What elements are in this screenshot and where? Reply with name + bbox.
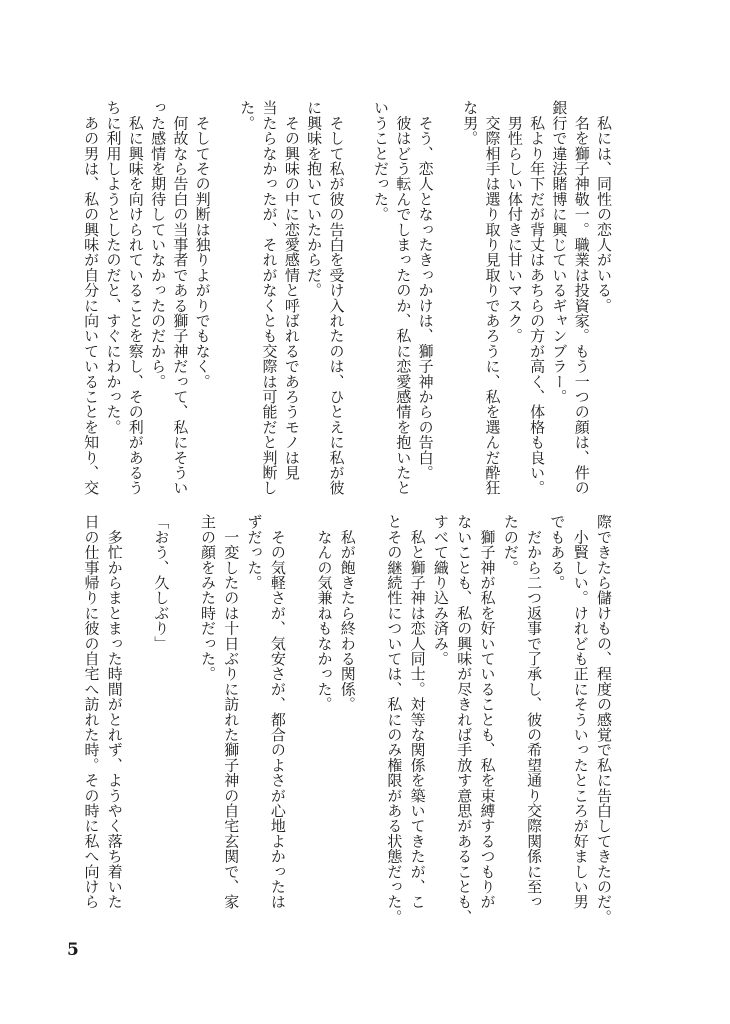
text-column: 名を獅子神敬一。職業は投資家。もう一つの顔は、件の bbox=[572, 100, 591, 496]
text-column: った感情を期待していなかったのだから。 bbox=[149, 100, 168, 389]
text-column: な男。 bbox=[461, 100, 480, 146]
text-column bbox=[437, 100, 459, 500]
text-column: 私と獅子神は恋人同士。対等な関係を築いてきたが、こ bbox=[408, 514, 427, 910]
text-column: あの男は、私の興味が自分に向いていることを知り、交 bbox=[82, 100, 101, 496]
text-column: 私には、同性の恋人がいる。 bbox=[595, 100, 613, 313]
text-column: 日の仕事帰りに彼の自宅へ訪れた時。その時に私へ向けら bbox=[82, 514, 101, 910]
text-column: ちに利用しようとしたのだと、すぐにわかった。 bbox=[104, 100, 123, 435]
text-column: 「おう、久しぶり」 bbox=[152, 514, 171, 651]
text-column: たのだ。 bbox=[501, 514, 520, 575]
text-column: 一変したのは十日ぶりに訪れた獅子神の自宅玄関で、家 bbox=[222, 514, 241, 910]
text-column: に興味を抱いていたからだ。 bbox=[305, 100, 324, 298]
text-column: 際できたら儲けもの、程度の感覚で私に告白してきたのだ。 bbox=[595, 514, 613, 925]
text-column: ないことも、私の興味が尽きれば手放す意思があることも、 bbox=[455, 514, 474, 925]
text-column: いうことだった。 bbox=[372, 100, 391, 222]
text-column: とその継続性については、私にのみ権限がある状態だった。 bbox=[385, 514, 404, 925]
text-column: 主の顔をみた時だった。 bbox=[198, 514, 217, 682]
text-column bbox=[289, 514, 312, 914]
text-column: 銀行で違法賭博に興じているギャンブラー。 bbox=[550, 100, 569, 404]
text-column: 私に興味を向けられていることを察し、その利があるう bbox=[126, 100, 145, 496]
text-column bbox=[172, 514, 195, 914]
text-column bbox=[126, 514, 149, 914]
text-column: た。 bbox=[238, 100, 257, 131]
text-column: だから二つ返事で了承し、彼の希望通り交際関係に至っ bbox=[525, 514, 544, 910]
text-column: なんの気兼ねもなかった。 bbox=[315, 514, 334, 712]
text-column: ずだった。 bbox=[245, 514, 264, 590]
text-column: 私が飽きたら終わる関係。 bbox=[338, 514, 357, 712]
text-column: すべて織り込み済み。 bbox=[431, 514, 450, 666]
text-column: 当たらなかったが、それがなくとも交際は可能だと判断し bbox=[260, 100, 279, 496]
text-column: 私より年下だが背丈はあちらの方が高く、体格も良い。 bbox=[528, 100, 547, 496]
lower-text-block bbox=[79, 514, 615, 925]
text-column: 小賢しい。けれども正にそういったところが好ましい男 bbox=[571, 514, 590, 910]
text-column bbox=[359, 514, 382, 914]
text-column: 交際相手は選り取り見取りであろうに、私を選んだ酔狂 bbox=[483, 100, 502, 496]
text-column: 彼はどう転んでしまったのか、私に恋愛感情を抱いたと bbox=[394, 100, 413, 496]
text-column: そう、恋人となったきっかけは、獅子神からの告白。 bbox=[416, 100, 435, 480]
text-column: 男性らしい体付きに甘いマスク。 bbox=[505, 100, 524, 344]
upper-text-block bbox=[80, 100, 615, 500]
text-column: その興味の中に恋愛感情と呼ばれるであろうモノは見 bbox=[282, 100, 301, 480]
text-column: でもある。 bbox=[548, 514, 567, 590]
text-column: 多忙からまとまった時間がとれず、ようやく落ち着いた bbox=[105, 514, 124, 910]
text-column: そして私が彼の告白を受け入れたのは、ひとえに私が彼 bbox=[327, 100, 346, 496]
text-column: その気軽さが、気安さが、都合のよさが心地よかったは bbox=[268, 514, 287, 910]
text-column: そしてその判断は独りよがりでもなく。 bbox=[193, 100, 212, 389]
page-number: 5 bbox=[67, 940, 79, 960]
text-column: 何故なら告白の当事者である獅子神だって、私にそうい bbox=[171, 100, 190, 496]
text-column bbox=[214, 100, 236, 500]
text-column bbox=[347, 100, 369, 500]
text-column: 獅子神が私を好いていることも、私を束縛するつもりが bbox=[478, 514, 497, 910]
